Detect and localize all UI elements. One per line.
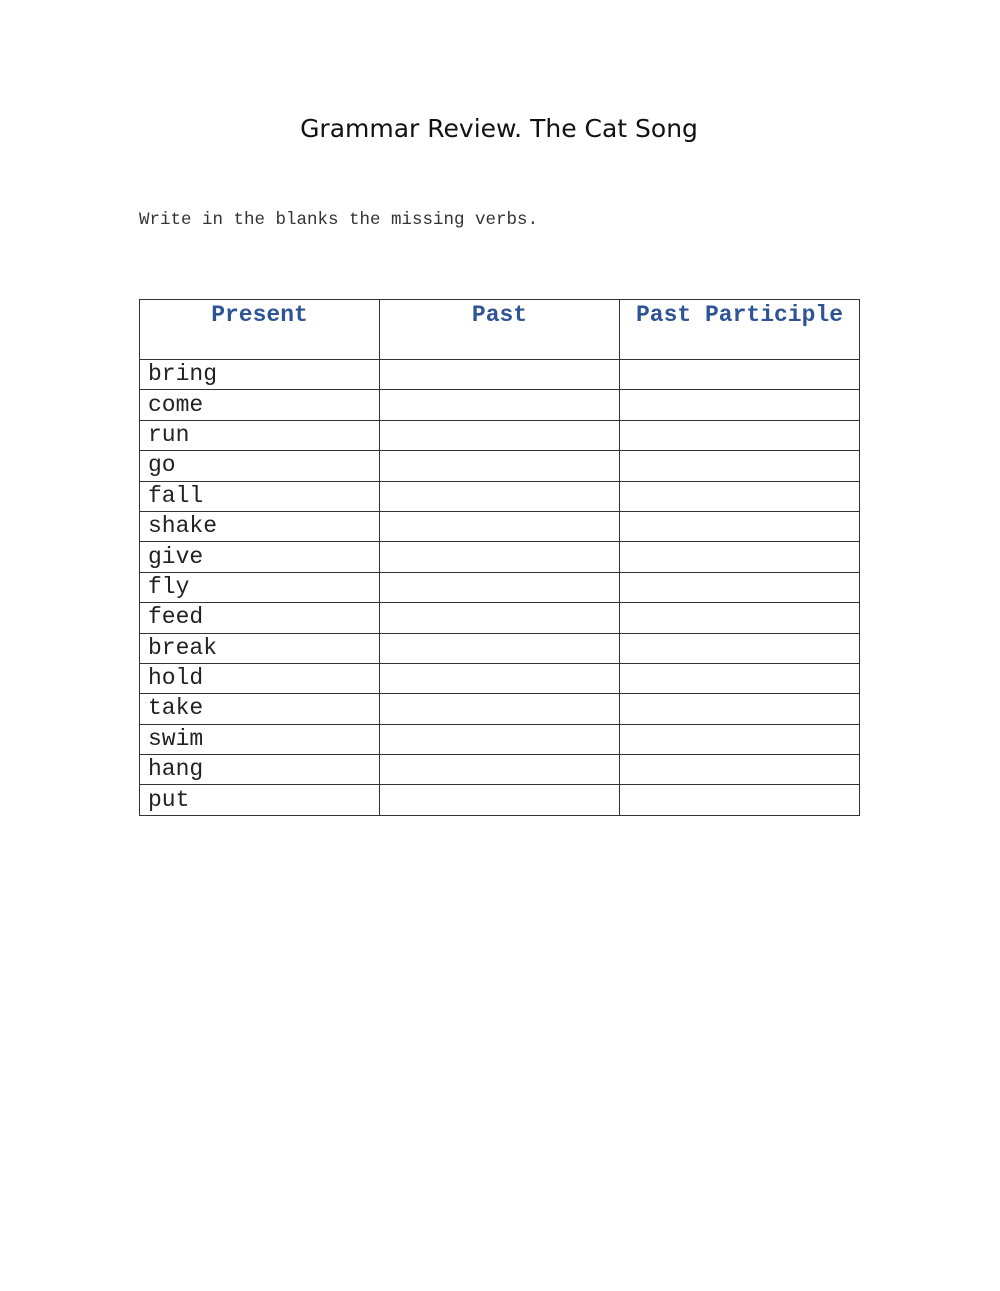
past-participle-blank-cell[interactable] — [620, 603, 860, 633]
table-row — [140, 451, 860, 481]
present-cell: give — [140, 542, 380, 572]
past-participle-blank-cell[interactable] — [620, 542, 860, 572]
table-row — [140, 420, 860, 450]
past-participle-blank-cell[interactable] — [620, 663, 860, 693]
past-blank-cell[interactable] — [380, 420, 620, 450]
table-row — [140, 481, 860, 511]
present-cell: bring — [140, 360, 380, 390]
past-participle-blank-cell[interactable] — [620, 724, 860, 754]
table-row — [140, 663, 860, 693]
past-blank-cell[interactable] — [380, 360, 620, 390]
past-blank-cell[interactable] — [380, 663, 620, 693]
past-blank-cell[interactable] — [380, 724, 620, 754]
past-blank-cell[interactable] — [380, 451, 620, 481]
past-blank-cell[interactable] — [380, 542, 620, 572]
present-cell: go — [140, 451, 380, 481]
present-cell: shake — [140, 511, 380, 541]
past-blank-cell[interactable] — [380, 603, 620, 633]
table-row — [140, 755, 860, 785]
past-participle-blank-cell[interactable] — [620, 511, 860, 541]
table-header-row — [140, 300, 860, 360]
present-cell: feed — [140, 603, 380, 633]
table-row — [140, 572, 860, 602]
present-cell: come — [140, 390, 380, 420]
instructions-text: Write in the blanks the missing verbs. — [139, 210, 539, 230]
verb-table — [139, 299, 860, 816]
table-row — [140, 511, 860, 541]
table-row — [140, 694, 860, 724]
past-blank-cell[interactable] — [380, 694, 620, 724]
past-blank-cell[interactable] — [380, 633, 620, 663]
past-participle-blank-cell[interactable] — [620, 785, 860, 815]
past-blank-cell[interactable] — [380, 785, 620, 815]
header-present: Present — [140, 300, 380, 360]
present-cell: take — [140, 694, 380, 724]
table-row — [140, 360, 860, 390]
past-participle-blank-cell[interactable] — [620, 451, 860, 481]
present-cell: put — [140, 785, 380, 815]
present-cell: run — [140, 420, 380, 450]
past-blank-cell[interactable] — [380, 511, 620, 541]
table-row — [140, 390, 860, 420]
past-participle-blank-cell[interactable] — [620, 420, 860, 450]
header-past-participle: Past Participle — [620, 300, 860, 360]
past-participle-blank-cell[interactable] — [620, 633, 860, 663]
table-row — [140, 603, 860, 633]
past-participle-blank-cell[interactable] — [620, 390, 860, 420]
present-cell: swim — [140, 724, 380, 754]
present-cell: hang — [140, 755, 380, 785]
table-row — [140, 724, 860, 754]
past-blank-cell[interactable] — [380, 390, 620, 420]
table-row — [140, 785, 860, 815]
page-title: Grammar Review. The Cat Song — [300, 114, 698, 143]
table-body — [140, 360, 860, 816]
past-blank-cell[interactable] — [380, 481, 620, 511]
past-blank-cell[interactable] — [380, 755, 620, 785]
table-row — [140, 542, 860, 572]
table-row — [140, 633, 860, 663]
past-participle-blank-cell[interactable] — [620, 481, 860, 511]
past-blank-cell[interactable] — [380, 572, 620, 602]
present-cell: fly — [140, 572, 380, 602]
header-past: Past — [380, 300, 620, 360]
present-cell: break — [140, 633, 380, 663]
past-participle-blank-cell[interactable] — [620, 694, 860, 724]
past-participle-blank-cell[interactable] — [620, 360, 860, 390]
present-cell: fall — [140, 481, 380, 511]
past-participle-blank-cell[interactable] — [620, 755, 860, 785]
present-cell: hold — [140, 663, 380, 693]
past-participle-blank-cell[interactable] — [620, 572, 860, 602]
